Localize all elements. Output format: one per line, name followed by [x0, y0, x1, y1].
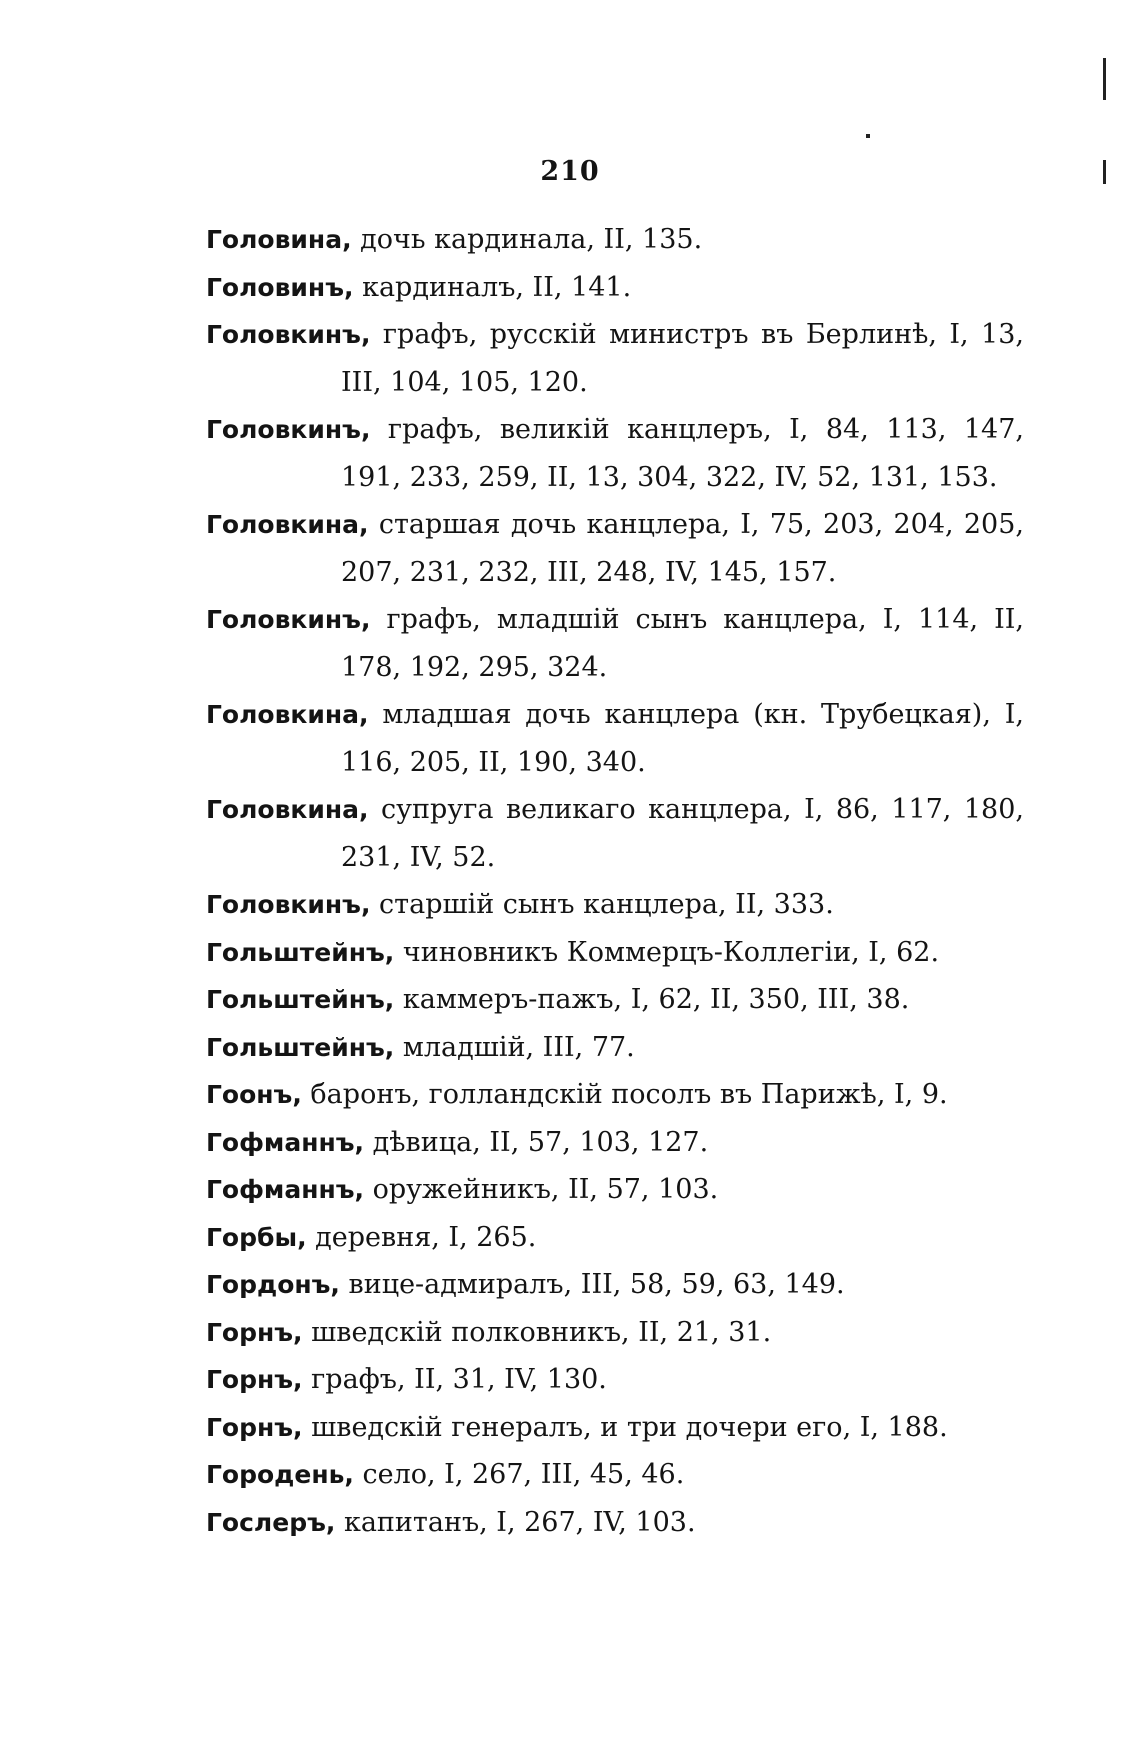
index-entry [206, 1356, 1024, 1404]
entry-name: Горбы, [206, 1222, 307, 1252]
entry-name: Гофманнъ, [206, 1175, 365, 1204]
index-entry [206, 406, 1024, 501]
entry-description: старшая дочь канцлера, I, 75, 203, 204, 205, 207, 231, 232, III, 248, IV, 145, 157. [341, 509, 1024, 588]
entry-name: Горнъ, [206, 1365, 303, 1394]
entry-description: младшій, III, 77. [394, 1031, 635, 1063]
entry-name: Головкина, [206, 510, 369, 539]
entry-description: чиновникъ Коммерцъ-Коллегіи, I, 62. [394, 936, 940, 968]
page-number: 210 [540, 156, 600, 187]
entry-description: кардиналъ, II, 141. [353, 271, 632, 303]
entry-name: Гольштейнъ, [206, 937, 395, 967]
entry-name: Головинъ, [206, 272, 354, 302]
index-entry [206, 1499, 1024, 1547]
entry-name: Гослеръ, [206, 1507, 336, 1537]
entry-name: Гольштейнъ, [206, 1032, 395, 1062]
index-entry [206, 976, 1024, 1024]
entry-description: графъ, II, 31, IV, 130. [302, 1364, 607, 1395]
entry-name: Головкинъ, [206, 415, 371, 444]
entry-description: дѣвица, II, 57, 103, 127. [364, 1126, 709, 1158]
entry-name: Головкинъ, [206, 605, 371, 634]
index-list [206, 216, 1024, 1546]
entry-description: деревня, I, 265. [306, 1221, 537, 1253]
entry-name: Головкинъ, [206, 890, 371, 919]
entry-description: оружейникъ, II, 57, 103. [364, 1174, 719, 1205]
index-entry [206, 1404, 1024, 1452]
index-entry [206, 691, 1024, 786]
entry-description: баронъ, голландскій посолъ въ Парижѣ, I, 9. [301, 1079, 948, 1110]
entry-description: супруга великаго канцлера, I, 86, 117, 180, 231, IV, 52. [341, 794, 1024, 873]
index-entry [206, 1166, 1024, 1214]
entry-name: Горнъ, [206, 1412, 303, 1442]
index-entry [206, 1071, 1024, 1119]
index-entry [206, 1451, 1024, 1499]
entry-name: Головкина, [206, 700, 369, 729]
index-entry [206, 501, 1024, 596]
entry-name: Горнъ, [206, 1317, 303, 1347]
index-entry [206, 1309, 1024, 1357]
entry-description: графъ, великій канцлеръ, I, 84, 113, 147, 191, 233, 259, II, 13, 304, 322, IV, 52, 131, 153. [341, 414, 1024, 493]
index-entry [206, 929, 1024, 977]
index-entry [206, 264, 1024, 312]
index-entry [206, 881, 1024, 929]
entry-name: Городень, [206, 1460, 354, 1489]
entry-name: Головкинъ, [206, 320, 371, 349]
entry-description: младшая дочь канцлера (кн. Трубецкая), I, 116, 205, II, 190, 340. [341, 699, 1024, 778]
entry-description: каммеръ-пажъ, I, 62, II, 350, III, 38. [394, 984, 910, 1015]
entry-description: село, I, 267, III, 45, 46. [353, 1459, 685, 1490]
index-entry [206, 311, 1024, 406]
entry-description: вице-адмиралъ, III, 58, 59, 63, 149. [339, 1269, 845, 1300]
entry-name: Гольштейнъ, [206, 985, 395, 1014]
index-entry [206, 1119, 1024, 1167]
entry-description: шведскій полковникъ, II, 21, 31. [302, 1316, 772, 1348]
entry-description: графъ, младшій сынъ канцлера, I, 114, II, 178, 192, 295, 324. [341, 604, 1024, 683]
entry-name: Головина, [206, 225, 352, 254]
entry-name: Головкина, [206, 795, 369, 824]
entry-name: Гордонъ, [206, 1270, 340, 1299]
entry-name: Гоонъ, [206, 1080, 302, 1109]
entry-description: дочь кардинала, II, 135. [351, 224, 703, 255]
index-entry [206, 216, 1024, 264]
index-entry [206, 1024, 1024, 1072]
scan-edge-mark [1103, 58, 1106, 100]
index-entry [206, 1214, 1024, 1262]
scan-edge-mark [866, 134, 870, 138]
entry-name: Гофманнъ, [206, 1127, 365, 1157]
index-entry [206, 1261, 1024, 1309]
index-entry [206, 786, 1024, 881]
entry-description: шведскій генералъ, и три дочери его, I, 188. [302, 1411, 948, 1443]
entry-description: графъ, русскій министръ въ Берлинѣ, I, 13, III, 104, 105, 120. [341, 319, 1024, 398]
entry-description: старшій сынъ канцлера, II, 333. [370, 889, 834, 920]
entry-description: капитанъ, I, 267, IV, 103. [335, 1506, 696, 1538]
index-entry [206, 596, 1024, 691]
